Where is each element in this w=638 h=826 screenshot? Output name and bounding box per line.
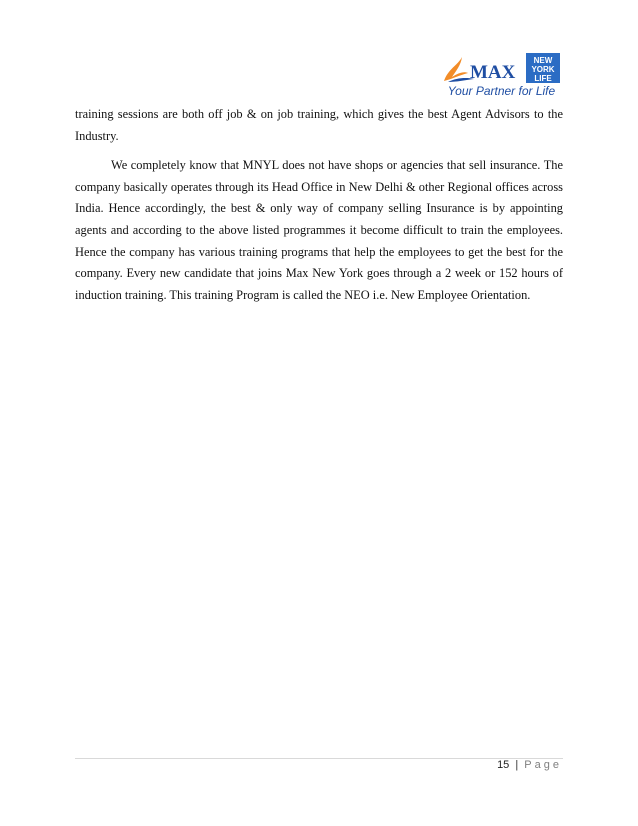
svg-text:LIFE: LIFE — [534, 74, 552, 83]
document-body — [75, 104, 563, 306]
paragraph-continuation: training sessions are both off job & on job training, which gives the best Agent Advisors to the Industry. — [75, 107, 563, 143]
page-number: 15 — [497, 759, 510, 771]
svg-text:YORK: YORK — [531, 65, 555, 74]
page-label: Page — [524, 759, 562, 771]
brand-wordmark: MAX — [470, 62, 516, 83]
svg-text:NEW: NEW — [533, 56, 553, 65]
footer-separator: | — [515, 759, 519, 771]
footer-divider — [75, 758, 563, 759]
company-logo — [440, 51, 563, 102]
max-new-york-life-logo-graphic — [440, 51, 563, 85]
logo-tagline: Your Partner for Life — [447, 84, 556, 98]
paragraph-mnyl-training: We completely know that MNYL does not have shops or agencies that sell insurance. The company basically operates through its Head Office in New Delhi & other Regional offices across India. Hence accordingly, the best & only way of company selling Insurance is by appointing agents and according to the above listed programmes it become difficult to train the employees. Hence the company has various training programs that help the employees to get the best for the company. Every new candidate that joins Max New York goes through a 2 week or 152 hours of induction training. This training Program is called the NEO i.e. New Employee Orientation. — [75, 158, 563, 302]
page-footer — [497, 759, 562, 771]
